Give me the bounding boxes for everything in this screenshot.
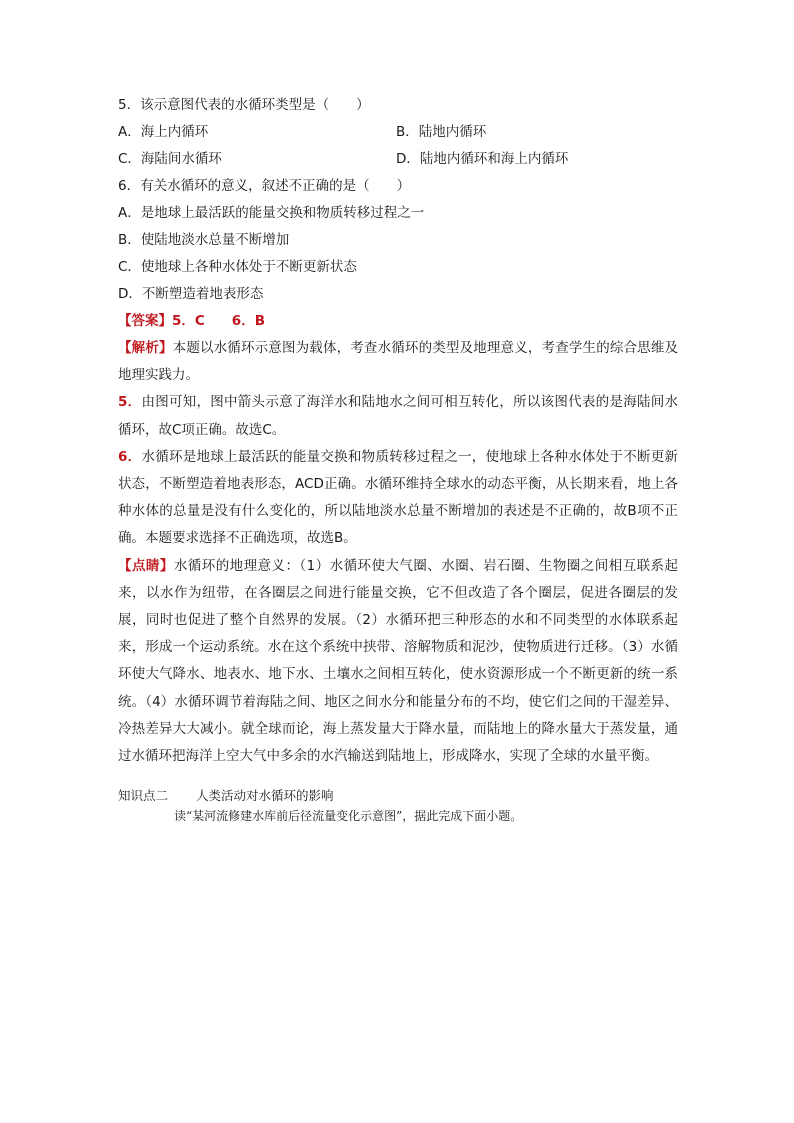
tip-text: 水循环的地理意义：（1）水循环使大气圈、水圈、岩石圈、生物圈之间相互联系起来，以水作为纽带，在各圈层之间进行能量交换，它不但改造了各个圈层，促进各圈层的发展，同时也促进了整个自然界的发展。（2）水循环把三种形态的水和不同类型的水体联系起来，形成一个运动系统。水在这个系统中挟带、溶解物质和泥沙，使物质进行迁移。（3）水循环使大气降水、地表水、地下水、土壤水之间相互转化，使水资源形成一个不断更新的统一系统。（4）水循环调节着海陆之间、地区之间水分和能量分布的不均，使它们之间的干湿差异、冷热差异大大减小。就全球而论，海上蒸发量大于降水量，而陆地上的降水量大于蒸发量，通过水循环把海洋上空大气中多余的水汽输送到陆地上，形成降水，实现了全球的水量平衡。 [118, 557, 679, 765]
section-intro: 读“某河流修建水库前后径流量变化示意图”，据此完成下面小题。 [174, 809, 523, 824]
question-6-option-a: A．是地球上最活跃的能量交换和物质转移过程之一 [118, 205, 425, 221]
tip-tag: 【点睛】 [118, 557, 174, 574]
section-heading [118, 786, 678, 806]
question-5-option-a: A．海上内循环 [118, 124, 209, 140]
question-5-options-row-1 [118, 119, 678, 146]
section-label: 知识点二 [118, 788, 169, 804]
answer-line [118, 308, 678, 335]
explanation-6-number: 6． [118, 448, 142, 465]
question-5-option-d: D．陆地内循环和海上内循环 [396, 151, 569, 167]
question-5-stem: 5．该示意图代表的水循环类型是（ ） [118, 97, 370, 113]
question-5-options-row-2 [118, 146, 678, 173]
answer-text: 5．C 6．B [172, 313, 265, 329]
analysis-paragraph [118, 335, 678, 389]
question-5-option-b: B．陆地内循环 [396, 124, 487, 140]
document-page [118, 92, 678, 826]
answer-tag: 【答案】 [118, 313, 172, 329]
explanation-6-text: 水循环是地球上最活跃的能量交换和物质转移过程之一，使地球上各种水体处于不断更新状态，不断塑造着地表形态，ACD正确。水循环维持全球水的动态平衡，从长期来看，地上各种水体的总量是没有什么变化的，所以陆地淡水总量不断增加的表述是不正确的，故B项不正确。本题要求选择不正确选项，故选B。 [118, 448, 679, 547]
tip-paragraph [118, 553, 678, 771]
question-5-option-c: C．海陆间水循环 [118, 151, 222, 167]
question-6-option-b: B．使陆地淡水总量不断增加 [118, 232, 290, 248]
question-6-stem: 6．有关水循环的意义，叙述不正确的是（ ） [118, 178, 411, 194]
explanation-5-text: 由图可知，图中箭头示意了海洋水和陆地水之间可相互转化，所以该图代表的是海陆间水循环，故C项正确。故选C。 [118, 394, 679, 438]
question-6-option-d: D．不断塑造着地表形态 [118, 286, 264, 302]
question-6-option-c: C．使地球上各种水体处于不断更新状态 [118, 259, 357, 275]
explanation-5-number: 5． [118, 394, 142, 411]
analysis-tag: 【解析】 [118, 340, 173, 356]
analysis-text: 本题以水循环示意图为载体，考查水循环的类型及地理意义，考查学生的综合思维及地理实践力。 [118, 340, 679, 384]
section-title: 人类活动对水循环的影响 [196, 788, 334, 804]
explanation-5-paragraph [118, 389, 678, 443]
explanation-6-paragraph [118, 444, 678, 553]
